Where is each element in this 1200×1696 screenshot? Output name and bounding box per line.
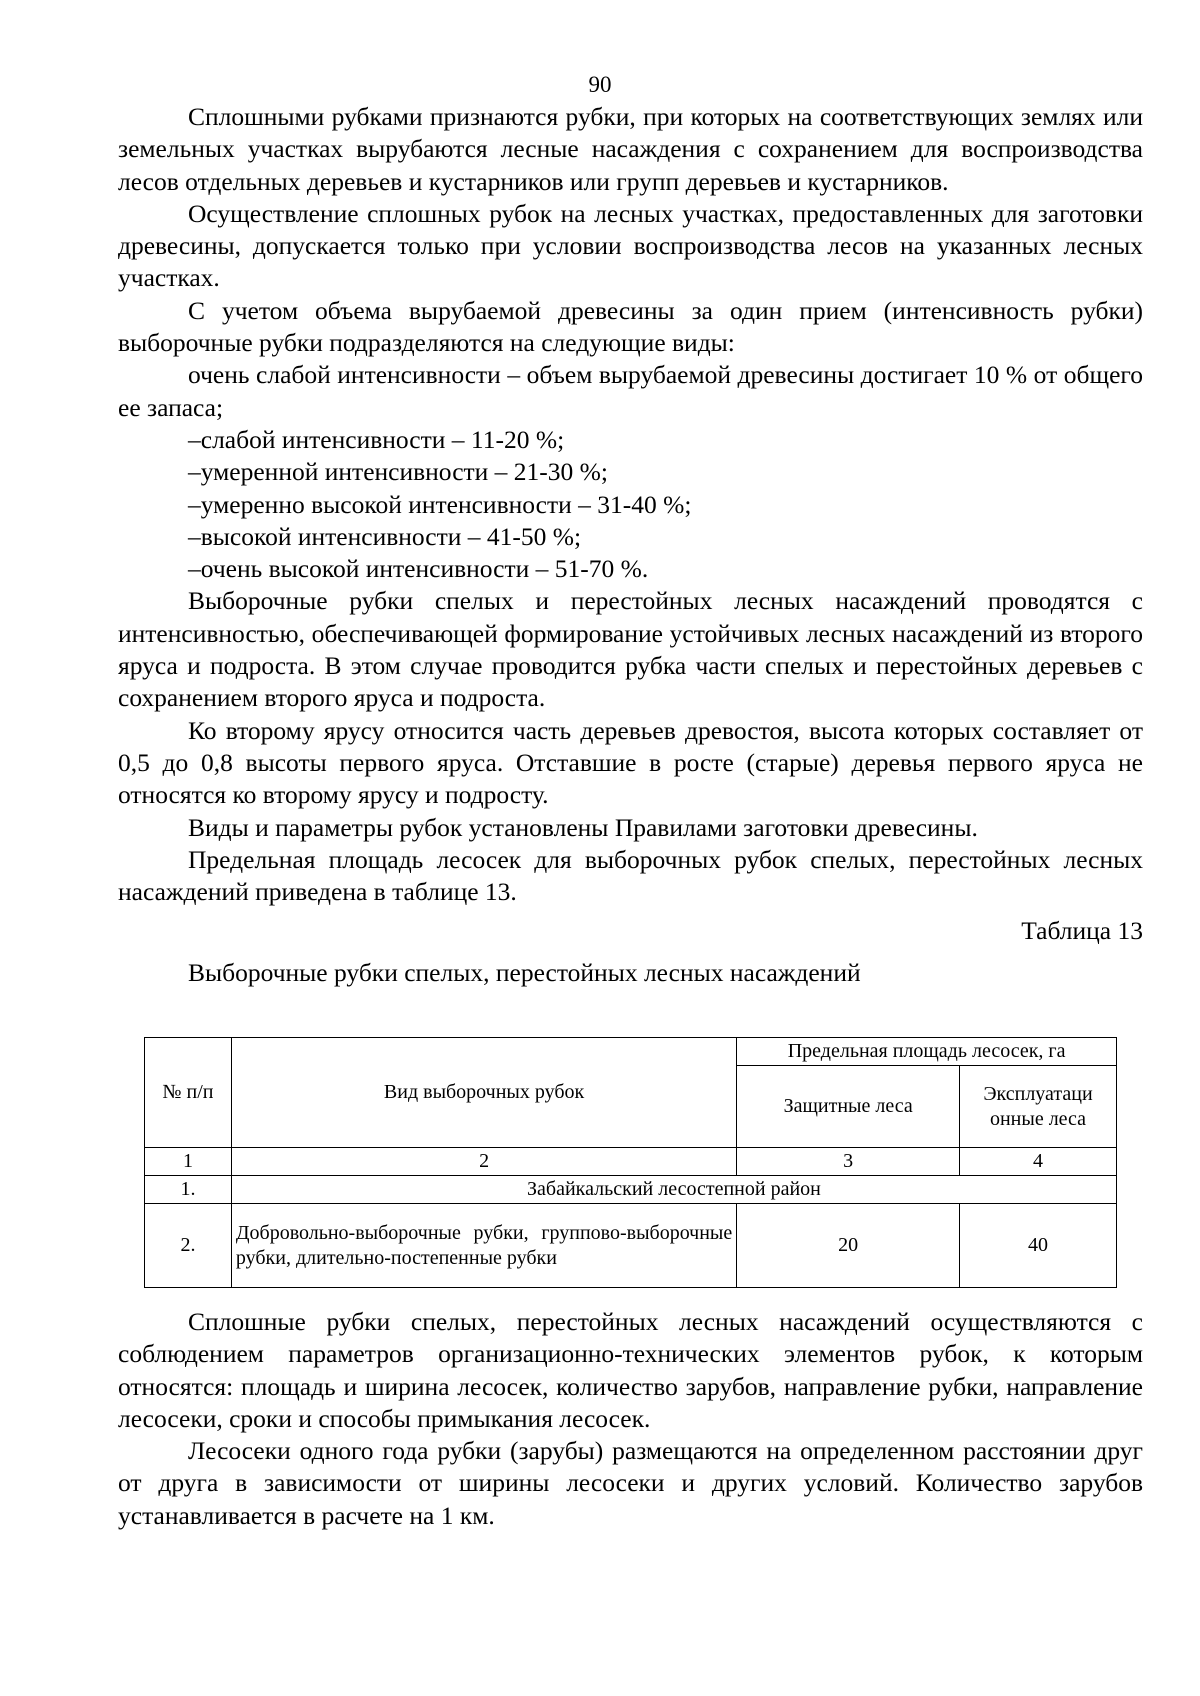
cutting-limits-table: [144, 1037, 1117, 1288]
col-number: 2: [231, 1148, 736, 1176]
paragraph: Лесосеки одного года рубки (зарубы) размещаются на определенном расстоянии друг от друга в зависимости от ширины лесосеки и других условий. Количество зарубов устанавливается в расчете на 1 км.: [118, 1436, 1143, 1530]
paragraph: Сплошные рубки спелых, перестойных лесных насаждений осуществляются с соблюдением параметров организационно-технических элементов рубок, к которым относятся: площадь и ширина лесосек, количество зарубов, направление рубки, направление лесосеки, сроки и способы примыкания лесосек.: [118, 1307, 1143, 1433]
header-num: № п/п: [145, 1038, 232, 1148]
document-body: [118, 101, 1143, 1001]
col-number: 3: [737, 1148, 960, 1176]
paragraph: Выборочные рубки спелых и перестойных лесных насаждений проводятся с интенсивностью, обеспечивающей формирование устойчивых лесных насаждений из второго яруса и подроста. В этом случае проводится рубка части спелых и перестойных деревьев с сохранением второго яруса и подроста.: [118, 586, 1143, 713]
paragraph: Виды и параметры рубок установлены Правилами заготовки древесины.: [188, 812, 978, 842]
page-number: 90: [588, 72, 612, 97]
paragraph: С учетом объема вырубаемой древесины за один прием (интенсивность рубки) выборочные рубки подразделяются на следующие виды:: [118, 295, 1143, 358]
col-number: 1: [145, 1148, 232, 1176]
paragraph: очень слабой интенсивности – объем вырубаемой древесины достигает 10 % от общего ее запаса;: [118, 360, 1143, 422]
list-item: –умеренно высокой интенсивности – 31-40 %;: [188, 489, 692, 519]
row-kind: Добровольно-выборочные рубки, группово-выборочные рубки, длительно-постепенные рубки: [231, 1204, 736, 1288]
list-item: –умеренной интенсивности – 21-30 %;: [188, 457, 608, 487]
list-item: –слабой интенсивности – 11-20 %;: [188, 424, 565, 454]
row-exploitation: 40: [960, 1204, 1117, 1288]
header-kind: Вид выборочных рубок: [231, 1038, 736, 1148]
table-label: Таблица 13: [1021, 916, 1143, 946]
paragraph: Осуществление сплошных рубок на лесных участках, предоставленных для заготовки древесины, допускается только при условии воспроизводства лесов на указанных лесных участках.: [118, 198, 1143, 293]
row-protective: 20: [737, 1204, 960, 1288]
paragraph: Предельная площадь лесосек для выборочных рубок спелых, перестойных лесных насаждений приведена в таблице 13.: [118, 844, 1143, 907]
row-num: 2.: [145, 1204, 232, 1288]
paragraph: Сплошными рубками признаются рубки, при которых на соответствующих землях или земельных участках вырубаются лесные насаждения с сохранением для воспроизводства лесов отдельных деревьев и кустарников или групп деревьев и кустарников.: [118, 102, 1143, 196]
table-title: Выборочные рубки спелых, перестойных лесных насаждений: [188, 957, 861, 987]
list-item: –очень высокой интенсивности – 51-70 %.: [188, 554, 649, 584]
col-number: 4: [960, 1148, 1117, 1176]
region-num: 1.: [145, 1176, 232, 1204]
document-body-bottom: [118, 1306, 1143, 1532]
header-protective: Защитные леса: [737, 1066, 960, 1148]
header-limit-area: Предельная площадь лесосек, га: [737, 1038, 1117, 1066]
table-row: [145, 1204, 1117, 1288]
paragraph: Ко второму ярусу относится часть деревьев древостоя, высота которых составляет от 0,5 до 0,8 высоты первого яруса. Отставшие в росте (старые) деревья первого яруса не относятся ко второму ярусу и подросту.: [118, 715, 1143, 810]
header-exploitation: Эксплуатаци онные леса: [960, 1066, 1117, 1148]
region-name: Забайкальский лесостепной район: [231, 1176, 1116, 1204]
list-item: –высокой интенсивности – 41-50 %;: [188, 521, 582, 551]
